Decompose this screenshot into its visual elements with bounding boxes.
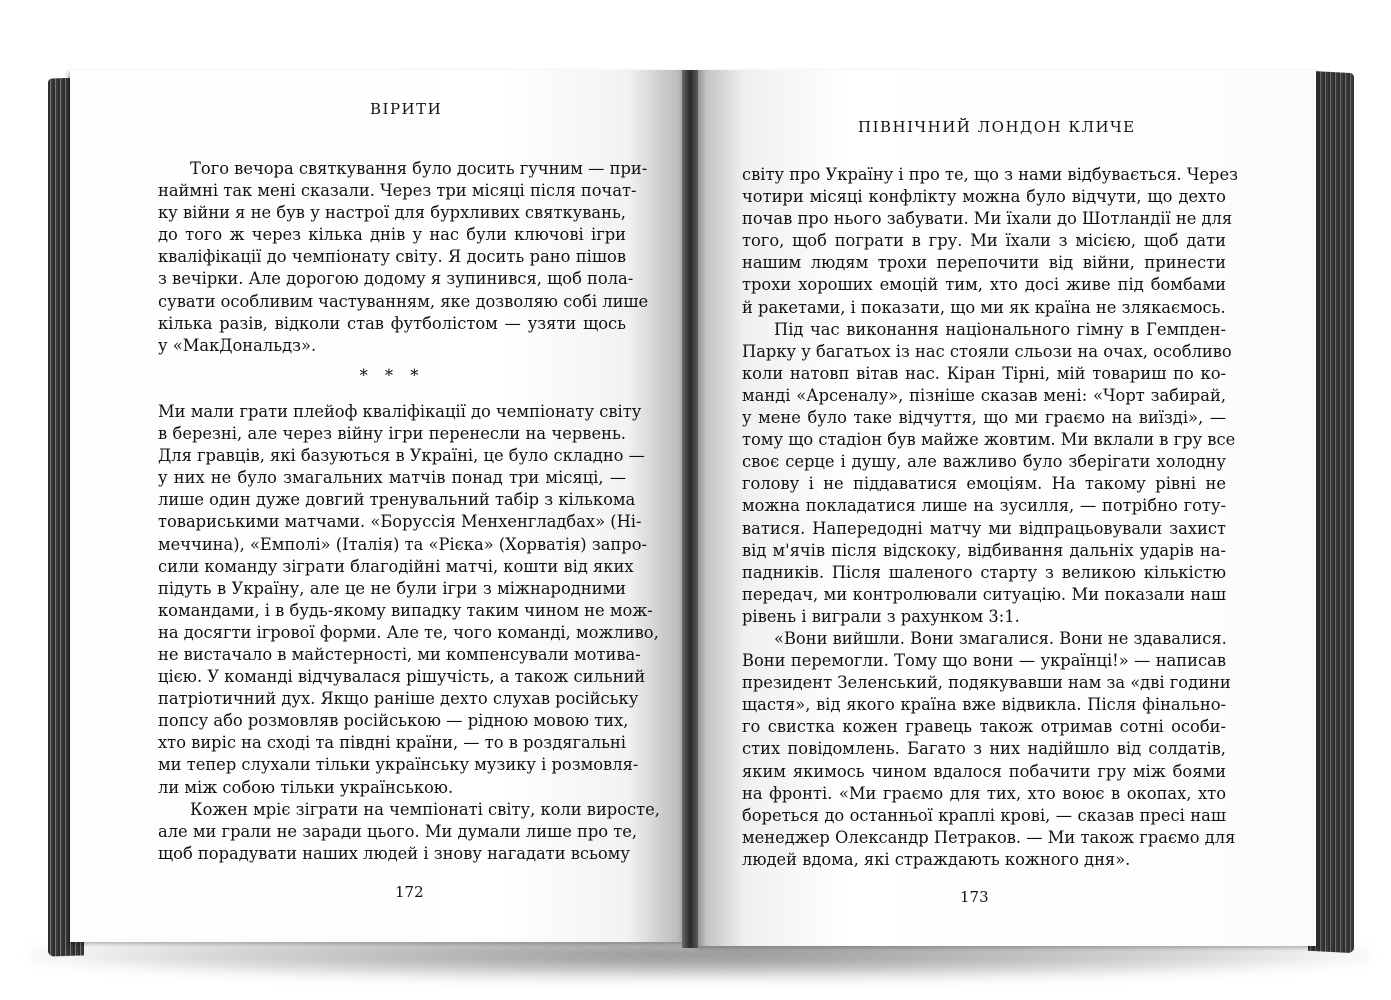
text-line: людей вдома, які страждають кожного дня». — [742, 849, 1131, 869]
text-line: від м'ячів після відскоку, відбивання дальніх ударів на- — [742, 540, 1226, 560]
text-line: патріотичний дух. Якщо раніше дехто слухав російську — [158, 689, 639, 709]
text-line: товариськими матчами. «Боруссія Менхенгладбах» (Ні- — [158, 512, 642, 532]
left-section-2 — [158, 401, 659, 799]
text-line: трохи хороших емоцій тим, хто досі живе під бомбами — [742, 275, 1226, 295]
text-line: бореться до останньої краплі крові, — сказав пресі наш — [742, 805, 1226, 825]
text-line: але ми грали не заради цього. Ми думали лише про те, — [158, 821, 638, 841]
text-line: й ракетами, і показати, що ми як країна не злякаємось. — [742, 297, 1226, 317]
text-line: Того вечора святкування було досить гучним — при- — [190, 159, 648, 178]
text-line: попсу або розмовляв російською — рідною мовою тих, — [158, 711, 629, 731]
text-line: своє серце і душу, але важливо було зберігати холодну — [742, 452, 1226, 472]
text-line: ли між собою тільки українською. — [158, 777, 454, 797]
text-line: голову і не піддаватися емоціям. На такому рівні не — [742, 474, 1226, 494]
book-spine — [682, 70, 698, 948]
text-line: кілька разів, відколи став футболістом — узяти щось — [158, 313, 626, 333]
text-line: менеджер Олександр Петраков. — Ми також граємо для — [742, 827, 1236, 847]
section-divider: * * * — [359, 365, 425, 385]
text-line: ми тепер слухали тільки українську музику і розмовля- — [158, 755, 639, 775]
text-line: Вони перемогли. Тому що вони — українці!» — написав — [742, 651, 1226, 671]
text-line: рівень і виграли з рахунком 3:1. — [742, 606, 1020, 626]
right-running-head: ПІВНІЧНИЙ ЛОНДОН КЛИЧЕ — [858, 118, 1136, 136]
right-page-number: 173 — [960, 888, 989, 906]
text-line: підуть в Україну, але це не були ігри з міжнародними — [158, 578, 626, 598]
text-line: сувати особливим частуванням, яке дозволяю собі лише — [158, 291, 649, 311]
text-line: «Вони вийшли. Вони змагалися. Вони не здавалися. — [774, 628, 1227, 648]
text-line: на фронті. «Ми граємо для тих, хто воює в окопах, хто — [742, 783, 1226, 803]
right-paragraph-1 — [742, 164, 1238, 319]
text-line: президент Зеленський, подякувавши нам за «дві години — [742, 673, 1231, 693]
text-line: щоб порадувати наших людей і знову нагадати всьому — [158, 843, 630, 863]
text-line: манді «Арсеналу», пізніше сказав мені: «Чорт забирай, — [742, 385, 1226, 405]
left-section-3 — [158, 799, 660, 865]
right-paragraph-3 — [742, 628, 1236, 871]
right-paragraph-2 — [742, 319, 1236, 628]
text-line: Кожен мріє зіграти на чемпіонаті світу, коли виросте, — [190, 799, 660, 819]
left-page-body — [158, 158, 660, 865]
text-line: ку війни я не був у настрої для бурхливих святкувань, — [158, 203, 626, 223]
text-line: стих повідомлень. Багато з них надійшло від солдатів, — [742, 739, 1226, 759]
text-line: сили команду зіграти благодійні матчі, кошти від яких — [158, 556, 634, 576]
text-line: того, щоб пограти в гру. Ми їхали з місією, щоб дати — [742, 231, 1226, 251]
text-line: го свистка кожен гравець також отримав сотні особи- — [742, 717, 1226, 737]
text-line: у «МакДональдз». — [158, 335, 317, 355]
text-line: чотири місяці конфлікту можна було відчути, що дехто — [742, 187, 1226, 207]
text-line: не вистачало в майстерності, ми компенсували мотива- — [158, 644, 641, 664]
text-line: світу про Україну і про те, що з нами відбувається. Через — [742, 165, 1238, 184]
text-line: на досягти ігрової форми. Але те, чого команді, можливо, — [158, 622, 659, 642]
text-line: ватися. Напередодні матчу ми відпрацьовували захист — [742, 518, 1226, 538]
text-line: Парку у багатьох із нас стояли сльози на очах, особливо — [742, 341, 1232, 361]
text-line: меччина), «Емполі» (Італія) та «Рієка» (Хорватія) запро- — [158, 534, 648, 554]
text-line: почав про нього забувати. Ми їхали до Шотландії не для — [742, 209, 1233, 229]
text-line: Під час виконання національного гімну в Гемпден- — [774, 319, 1226, 339]
text-line: наймні так мені сказали. Через три місяці після почат- — [158, 181, 637, 201]
text-line: щастя», від якого країна вже відвикла. Після фінально- — [742, 695, 1226, 715]
right-page-body — [742, 164, 1238, 871]
text-line: командами, і в будь-якому випадку таким чином не мож- — [158, 600, 653, 620]
text-line: цією. У команді відчувалася рішучість, а також сильний — [158, 667, 646, 687]
text-line: хто виріс на сході та півдні країни, — то в роздягальні — [158, 733, 626, 753]
text-line: Ми мали грати плейоф кваліфікації до чемпіонату світу — [158, 401, 642, 421]
text-line: тому що стадіон був майже жовтим. Ми вклали в гру все — [742, 430, 1236, 450]
text-line: в березні, але через війну ігри перенесли на червень. — [158, 424, 626, 444]
text-line: кваліфікації до чемпіонату світу. Я досить рано пішов — [158, 247, 626, 267]
text-line: з вечірки. Але дорогою додому я зупинився, щоб пола- — [158, 269, 634, 289]
text-line: у мене було таке відчуття, що ми граємо на виїзді», — — [742, 408, 1226, 428]
text-line: коли натовп вітав нас. Кіран Тірні, мій товариш по ко- — [742, 363, 1226, 383]
text-line: нашим людям трохи перепочити від війни, принести — [742, 253, 1226, 273]
left-section-1 — [158, 158, 649, 357]
text-line: до того ж через кілька днів у нас були ключові ігри — [158, 225, 626, 245]
text-line: яким якимось чином вдалося побачити гру між боями — [742, 761, 1226, 781]
text-line: передач, ми контролювали ситуацію. Ми показали наш — [742, 584, 1226, 604]
text-line: лише один дуже довгий тренувальний табір з кількома — [158, 490, 636, 510]
left-running-head: ВІРИТИ — [370, 100, 443, 118]
text-line: Для гравців, які базуються в Україні, це було складно — — [158, 446, 645, 466]
text-line: у них не було змагальних матчів понад три місяці, — — [158, 468, 626, 488]
text-line: можна покладатися лише на зусилля, — потрібно готу- — [742, 496, 1226, 516]
left-page-number: 172 — [395, 883, 424, 901]
text-line: падників. Після шаленого старту з великою кількістю — [742, 562, 1226, 582]
